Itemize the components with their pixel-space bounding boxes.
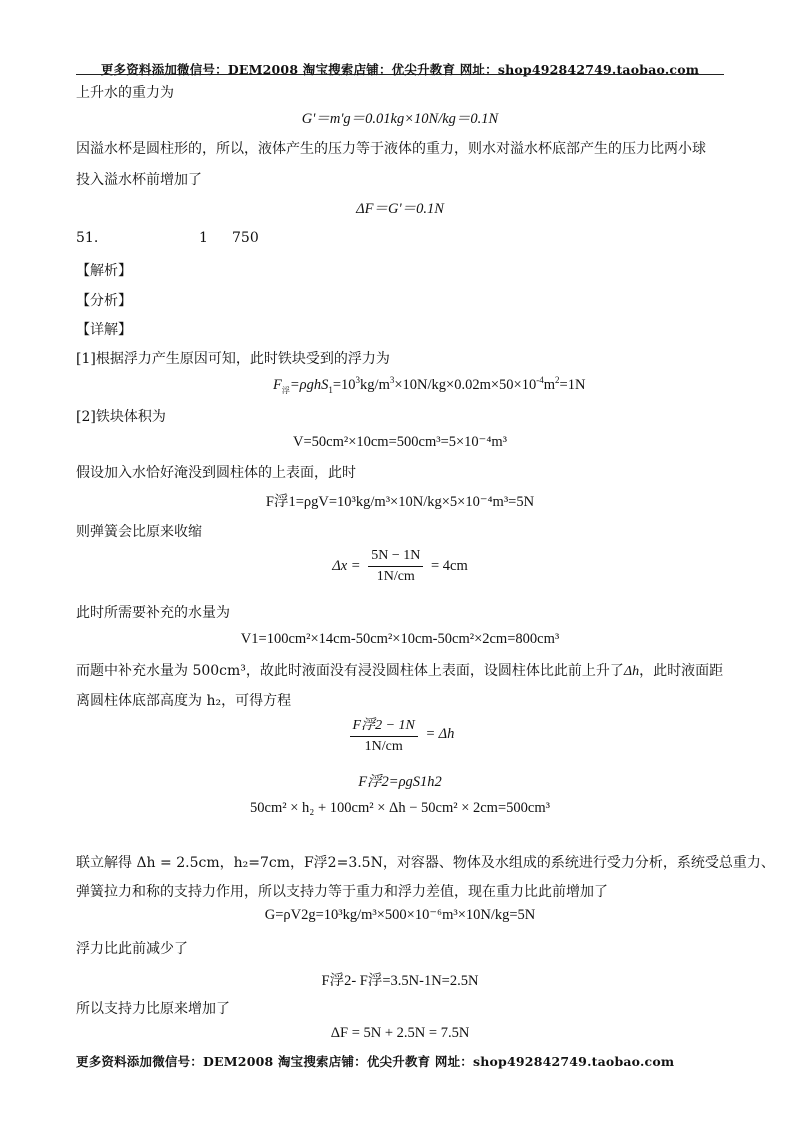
section-xiangjie: 【详解】 — [76, 322, 132, 338]
page-footer: 更多资料添加微信号：DEM2008 淘宝搜索店铺：优尖升教育 网址：shop492842749.taobao.com — [76, 1054, 675, 1069]
equation-fraction-h: $\frac{\text{F浮2 − 1N}}{1N/cm}$ = Δh — [76, 714, 724, 755]
equation-support-force: ΔF = 5N + 2.5N = 7.5N — [330, 1025, 470, 1041]
text-line: 浮力比此前减少了 — [76, 941, 188, 957]
text-line: 投入溢水杯前增加了 — [76, 172, 202, 188]
equation-weight: G=ρV2g=10³kg/m³×500×10⁻⁶m³×10N/kg=5N — [264, 907, 536, 923]
text-line: 离圆柱体底部高度为 h₂，可得方程 — [76, 693, 292, 709]
equation-volume: V=50cm²×10cm=500cm³=5×10⁻⁴m³ — [292, 434, 508, 450]
header-divider — [76, 74, 724, 75]
text-line: 假设加入水恰好淹没到圆柱体的上表面，此时 — [76, 465, 356, 481]
text-line: 所以支持力比原来增加了 — [76, 1001, 230, 1017]
text-line: 上升水的重力为 — [76, 85, 174, 101]
equation-gravity: G'＝m'g＝0.01kg×10N/kg＝0.1N — [301, 111, 499, 127]
equation-buoyancy-1: $F_浮=\rho ghS_1=10^3kg/m^3\times 10N/kg\times 0.02m\times 50\times 10^{-4}m^2=1N$ — [273, 375, 586, 395]
equation-water-balance: 50cm² × h₂ + 100cm² × Δh − 50cm² × 2cm=500cm³ — [250, 800, 550, 816]
page-header: 更多资料添加微信号：DEM2008 淘宝搜索店铺：优尖升教育 网址：shop492842749.taobao.com — [100, 62, 700, 77]
section-jiexi: 【解析】 — [76, 263, 132, 279]
section-fenxi: 【分析】 — [76, 293, 132, 309]
text-line: 而题中补充水量为 500cm³，故此时液面没有浸没圆柱体上表面，设圆柱体比此前上升了Δh，此时液面距 — [76, 663, 724, 679]
equation-delta-f: ΔF＝G'＝0.1N — [356, 201, 444, 217]
equation-buoyancy-change: F浮2- F浮=3.5N-1N=2.5N — [321, 973, 479, 989]
equation-delta-x: Δx = $\frac{5N - 1N}{1N/cm}$ = 4cm — [332, 548, 468, 584]
answer-1: 1 — [199, 230, 208, 246]
text-line: 因溢水杯是圆柱形的，所以，液体产生的压力等于液体的重力，则水对溢水杯底部产生的压力比两小球 — [76, 141, 706, 157]
equation-water-volume: V1=100cm²×14cm-50cm²×10cm-50cm²×2cm=800cm³ — [240, 631, 560, 647]
text-line: 则弹簧会比原来收缩 — [76, 524, 202, 540]
text-line: 此时所需要补充的水量为 — [76, 605, 230, 621]
equation-buoyancy-3: F浮2=ρgS1h2 — [358, 774, 442, 790]
text-line: [1]根据浮力产生原因可知，此时铁块受到的浮力为 — [76, 351, 390, 367]
answer-2: 750 — [232, 230, 259, 246]
question-number: 51. — [76, 230, 99, 246]
text-line: 弹簧拉力和称的支持力作用，所以支持力等于重力和浮力差值，现在重力比此前增加了 — [76, 884, 608, 900]
text-line: 联立解得 Δh = 2.5cm，h₂=7cm，F浮2=3.5N，对容器、物体及水组成的系统进行受力分析，系统受总重力、 — [76, 855, 775, 871]
text-line: [2]铁块体积为 — [76, 409, 166, 425]
equation-buoyancy-2: F浮1=ρgV=10³kg/m³×10N/kg×5×10⁻⁴m³=5N — [265, 494, 535, 510]
